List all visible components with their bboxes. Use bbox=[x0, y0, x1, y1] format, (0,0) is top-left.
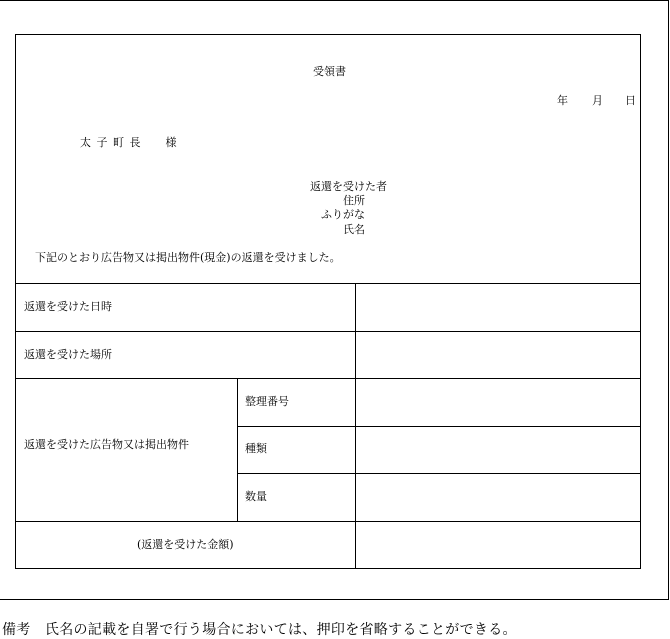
subrow-divider-2 bbox=[237, 473, 640, 474]
subrow-value-quantity[interactable] bbox=[364, 490, 624, 503]
subrow-value-serial[interactable] bbox=[364, 395, 624, 408]
row-divider-3 bbox=[16, 521, 640, 522]
item-group-label: 返還を受けた広告物又は掲出物件 bbox=[24, 438, 189, 451]
subrow-label-type: 種類 bbox=[245, 442, 267, 455]
date-day-label: 日 bbox=[625, 94, 636, 107]
row-value-place[interactable] bbox=[364, 348, 624, 361]
subrow-label-quantity: 数量 bbox=[245, 490, 267, 503]
subrow-value-type[interactable] bbox=[364, 442, 624, 455]
value-column-line bbox=[355, 283, 356, 568]
row-value-datetime[interactable] bbox=[364, 300, 624, 313]
row-label-place: 返還を受けた場所 bbox=[24, 348, 112, 361]
furigana-label: ふりがな bbox=[321, 208, 365, 221]
date-month-label: 月 bbox=[592, 94, 603, 107]
amount-label: (返還を受けた金額) bbox=[137, 538, 234, 551]
row-label-datetime: 返還を受けた日時 bbox=[24, 300, 112, 313]
address-label: 住所 bbox=[343, 194, 365, 207]
receipt-form bbox=[15, 34, 641, 569]
statement-text: 下記のとおり広告物又は掲出物件(現金)の返還を受けました。 bbox=[35, 251, 341, 264]
table-top-line bbox=[16, 283, 640, 284]
remarks-note: 備考 氏名の記載を自署で行う場合においては、押印を省略することができる。 bbox=[2, 622, 517, 638]
document-title: 受領書 bbox=[313, 65, 346, 78]
row-divider-2 bbox=[16, 378, 640, 379]
date-year-label: 年 bbox=[557, 94, 568, 107]
row-divider-1 bbox=[16, 331, 640, 332]
subrow-label-serial: 整理番号 bbox=[245, 395, 289, 408]
subrow-divider-1 bbox=[237, 426, 640, 427]
sublabel-column-line bbox=[237, 378, 238, 521]
amount-value[interactable] bbox=[364, 538, 624, 551]
recipient-heading: 返還を受けた者 bbox=[310, 180, 387, 193]
name-label: 氏名 bbox=[343, 223, 365, 236]
addressee: 太 子 町 長 様 bbox=[80, 136, 178, 149]
